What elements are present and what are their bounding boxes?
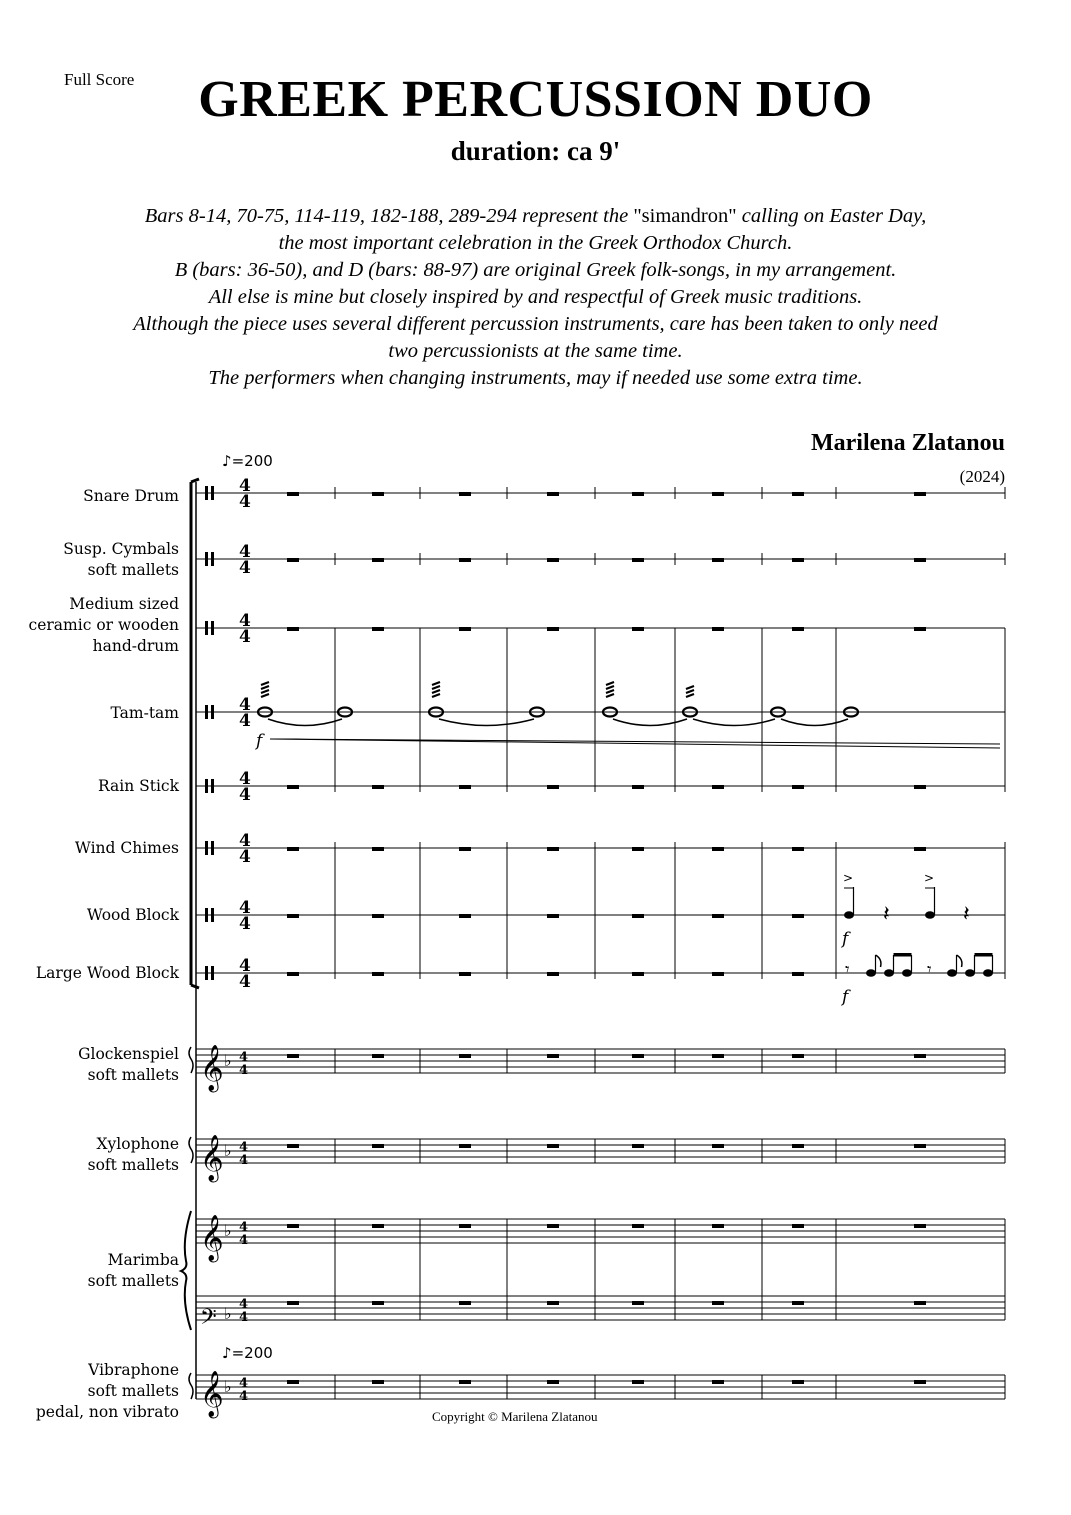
- accent-mark: >: [843, 871, 854, 885]
- tremolo-stroke: [261, 690, 269, 693]
- whole-rest: [712, 1380, 724, 1384]
- composition-year: (2024): [959, 467, 1005, 486]
- percussion-clef-icon: [205, 908, 208, 922]
- time-signature-numerator: 4: [239, 695, 251, 715]
- dynamic-forte: f: [256, 731, 263, 751]
- time-signature-denominator: 4: [239, 711, 251, 731]
- whole-rest: [372, 1224, 384, 1228]
- time-signature-numerator: 4: [239, 1297, 249, 1312]
- percussion-clef-icon: [211, 486, 214, 500]
- wood-block-quarter-note: [844, 911, 854, 919]
- time-signature-numerator: 4: [239, 1220, 249, 1235]
- tremolo-stroke: [606, 690, 614, 693]
- whole-rest: [372, 1144, 384, 1148]
- whole-rest: [792, 1224, 804, 1228]
- tie: [693, 719, 775, 726]
- whole-rest: [547, 972, 559, 976]
- whole-rest: [372, 492, 384, 496]
- whole-rest: [712, 492, 724, 496]
- tempo-marking: ♪=200: [222, 452, 273, 470]
- time-signature-denominator: 4: [239, 558, 251, 578]
- whole-rest: [632, 785, 644, 789]
- percussion-clef-icon: [205, 705, 208, 719]
- instrument-label-xylophone: Xylophone soft mallets: [87, 1135, 179, 1174]
- program-note-line: the most important celebration in the Greek Orthodox Church.: [278, 232, 793, 254]
- large-wood-block-eighth-note: [965, 969, 975, 977]
- whole-rest: [459, 847, 471, 851]
- percussion-clef-icon: [205, 841, 208, 855]
- staff-brace-icon: [189, 1047, 193, 1073]
- whole-rest: [632, 558, 644, 562]
- tie: [781, 719, 848, 726]
- whole-rest: [632, 492, 644, 496]
- whole-rest: [712, 1054, 724, 1058]
- tremolo-stroke: [261, 686, 269, 689]
- instrument-label-marimba: Marimba soft mallets: [87, 1251, 179, 1290]
- whole-rest: [914, 847, 926, 851]
- time-signature-numerator: 4: [239, 769, 251, 789]
- whole-rest: [792, 914, 804, 918]
- whole-rest: [792, 558, 804, 562]
- whole-rest: [372, 627, 384, 631]
- whole-rest: [287, 972, 299, 976]
- whole-rest: [459, 1380, 471, 1384]
- tremolo-stroke: [686, 686, 694, 689]
- whole-rest: [712, 847, 724, 851]
- time-signature-denominator: 4: [239, 972, 251, 992]
- whole-rest: [712, 627, 724, 631]
- whole-rest: [287, 1380, 299, 1384]
- whole-rest: [712, 1301, 724, 1305]
- time-signature-numerator: 4: [239, 956, 251, 976]
- time-signature-denominator: 4: [239, 492, 251, 512]
- whole-rest: [459, 1054, 471, 1058]
- tremolo-stroke: [432, 686, 440, 689]
- whole-rest: [459, 914, 471, 918]
- whole-rest: [287, 558, 299, 562]
- time-signature-numerator: 4: [239, 611, 251, 631]
- duration-subtitle: duration: ca 9': [450, 136, 621, 166]
- tie: [268, 719, 342, 726]
- program-note-line: All else is mine but closely inspired by and respectful of Greek music traditions.: [208, 286, 863, 308]
- percussion-clef-icon: [205, 621, 208, 635]
- whole-rest: [792, 1144, 804, 1148]
- instrument-label-glockenspiel: Glockenspiel soft mallets: [78, 1045, 179, 1084]
- percussion-clef-icon: [211, 908, 214, 922]
- instrument-label-vibraphone: Vibraphone soft mallets pedal, non vibrato: [35, 1361, 179, 1421]
- whole-rest: [712, 558, 724, 562]
- whole-rest: [792, 627, 804, 631]
- eighth-flag: [957, 955, 962, 967]
- whole-rest: [712, 914, 724, 918]
- tremolo-stroke: [261, 694, 269, 697]
- percussion-clef-icon: [211, 841, 214, 855]
- whole-rest: [372, 1380, 384, 1384]
- whole-rest: [632, 1380, 644, 1384]
- eighth-note-icon: ♪: [222, 452, 232, 470]
- whole-rest: [459, 1301, 471, 1305]
- whole-rest: [632, 914, 644, 918]
- whole-rest: [712, 1224, 724, 1228]
- whole-rest: [287, 492, 299, 496]
- whole-rest: [459, 558, 471, 562]
- whole-rest: [459, 1144, 471, 1148]
- flat-key-signature-icon: ♭: [224, 1377, 232, 1396]
- whole-rest: [914, 1380, 926, 1384]
- whole-rest: [792, 492, 804, 496]
- dynamic-forte: f: [842, 987, 849, 1007]
- whole-rest: [372, 1301, 384, 1305]
- whole-rest: [792, 1301, 804, 1305]
- whole-rest: [632, 847, 644, 851]
- whole-rest: [712, 1144, 724, 1148]
- instrument-label-susp-cymbals: Susp. Cymbals soft mallets: [63, 540, 179, 579]
- treble-clef-icon: 𝄞: [200, 1045, 224, 1091]
- time-signature-numerator: 4: [239, 1376, 249, 1391]
- time-signature-denominator: 4: [239, 1063, 249, 1078]
- composer-name: Marilena Zlatanou: [810, 430, 1005, 456]
- percussion-clef-icon: [211, 621, 214, 635]
- whole-rest: [459, 492, 471, 496]
- time-signature-denominator: 4: [239, 1233, 249, 1248]
- tremolo-stroke: [261, 682, 269, 685]
- time-signature-denominator: 4: [239, 785, 251, 805]
- time-signature-denominator: 4: [239, 1389, 249, 1404]
- dynamic-forte: f: [842, 929, 849, 949]
- whole-rest: [914, 558, 926, 562]
- whole-rest: [632, 627, 644, 631]
- whole-rest: [792, 1054, 804, 1058]
- whole-rest: [547, 1380, 559, 1384]
- whole-rest: [792, 1380, 804, 1384]
- time-signature-denominator: 4: [239, 1310, 249, 1325]
- accent-mark: >: [924, 871, 935, 885]
- beam: [894, 953, 912, 957]
- program-note-line: Although the piece uses several different percussion instruments, care has been taken to only need: [133, 313, 938, 335]
- whole-rest: [372, 1054, 384, 1058]
- tremolo-stroke: [432, 682, 440, 685]
- whole-rest: [547, 1144, 559, 1148]
- tremolo-stroke: [686, 690, 694, 693]
- percussion-clef-icon: [205, 486, 208, 500]
- whole-rest: [372, 847, 384, 851]
- percussion-clef-icon: [205, 552, 208, 566]
- whole-rest: [914, 1301, 926, 1305]
- whole-rest: [914, 1144, 926, 1148]
- large-wood-block-eighth-note: [983, 969, 993, 977]
- whole-rest: [547, 492, 559, 496]
- diminuendo-hairpin: [270, 739, 1000, 748]
- tie: [613, 719, 687, 726]
- flat-key-signature-icon: ♭: [224, 1141, 232, 1160]
- whole-rest: [287, 1224, 299, 1228]
- percussion-clef-icon: [211, 966, 214, 980]
- time-signature-denominator: 4: [239, 1153, 249, 1168]
- time-signature-denominator: 4: [239, 627, 251, 647]
- eighth-rest-icon: 𝄾: [845, 960, 850, 980]
- instrument-label-wind-chimes: Wind Chimes: [74, 839, 179, 857]
- whole-rest: [914, 1054, 926, 1058]
- whole-rest: [792, 972, 804, 976]
- percussion-clef-icon: [211, 779, 214, 793]
- treble-clef-icon: 𝄞: [200, 1215, 224, 1261]
- whole-rest: [914, 785, 926, 789]
- treble-clef-icon: 𝄞: [200, 1371, 224, 1417]
- program-note-line: The performers when changing instruments, may if needed use some extra time.: [208, 367, 863, 389]
- whole-rest: [372, 972, 384, 976]
- time-signature-denominator: 4: [239, 847, 251, 867]
- whole-rest: [459, 972, 471, 976]
- whole-rest: [632, 1054, 644, 1058]
- whole-rest: [547, 1301, 559, 1305]
- flat-key-signature-icon: ♭: [224, 1221, 232, 1240]
- instrument-label-hand-drum: Medium sized ceramic or wooden hand-drum: [28, 595, 179, 655]
- instrument-label-snare-drum: Snare Drum: [83, 487, 179, 505]
- whole-rest: [632, 1224, 644, 1228]
- tempo-marking-vibraphone: ♪=200: [222, 1344, 273, 1362]
- whole-rest: [914, 1224, 926, 1228]
- whole-rest: [914, 492, 926, 496]
- whole-rest: [287, 1144, 299, 1148]
- whole-rest: [547, 1054, 559, 1058]
- eighth-flag: [876, 955, 881, 967]
- staves: [181, 479, 1005, 1399]
- whole-rest: [287, 1054, 299, 1058]
- tremolo-stroke: [606, 686, 614, 689]
- tremolo-stroke: [606, 694, 614, 697]
- beam: [975, 953, 993, 957]
- percussion-clef-icon: [205, 966, 208, 980]
- whole-rest: [712, 972, 724, 976]
- tremolo-stroke: [606, 682, 614, 685]
- whole-rest: [287, 785, 299, 789]
- whole-rest: [287, 914, 299, 918]
- instrument-label-wood-block: Wood Block: [86, 906, 179, 924]
- whole-rest: [547, 627, 559, 631]
- whole-rest: [459, 627, 471, 631]
- flat-key-signature-icon: ♭: [224, 1304, 232, 1323]
- whole-rest: [547, 558, 559, 562]
- large-wood-block-eighth-note: [902, 969, 912, 977]
- whole-rest: [547, 785, 559, 789]
- whole-rest: [547, 847, 559, 851]
- time-signature-numerator: 4: [239, 1050, 249, 1065]
- time-signature-numerator: 4: [239, 542, 251, 562]
- percussion-clef-icon: [205, 779, 208, 793]
- percussion-clef-icon: [211, 705, 214, 719]
- instrument-label-large-wood-block: Large Wood Block: [35, 964, 179, 982]
- time-signature-numerator: 4: [239, 831, 251, 851]
- tie: [439, 719, 534, 726]
- whole-rest: [632, 1144, 644, 1148]
- copyright-notice: Copyright © Marilena Zlatanou: [432, 1409, 598, 1424]
- whole-rest: [547, 914, 559, 918]
- wood-block-quarter-note: [925, 911, 935, 919]
- whole-rest: [372, 914, 384, 918]
- whole-rest: [632, 1301, 644, 1305]
- tremolo-stroke: [686, 694, 694, 697]
- large-wood-block-eighth-note: [866, 969, 876, 977]
- percussion-clef-icon: [211, 552, 214, 566]
- treble-clef-icon: 𝄞: [200, 1135, 224, 1181]
- program-note-line: B (bars: 36-50), and D (bars: 88-97) are original Greek folk-songs, in my arrangement.: [174, 259, 897, 281]
- whole-rest: [287, 847, 299, 851]
- full-score-label: Full Score: [64, 70, 135, 89]
- percussion-group-bracket: [191, 479, 199, 988]
- whole-rest: [459, 785, 471, 789]
- instrument-label-tam-tam: Tam-tam: [110, 704, 179, 722]
- quarter-rest-icon: 𝄽: [963, 902, 970, 927]
- time-signature-denominator: 4: [239, 914, 251, 934]
- program-note-line: Bars 8-14, 70-75, 114-119, 182-188, 289-294 represent the "simandron" calling on Easter Day,: [144, 205, 927, 227]
- bass-clef-icon: 𝄢: [200, 1305, 217, 1335]
- staff-brace-icon: [189, 1373, 193, 1399]
- flat-key-signature-icon: ♭: [224, 1051, 232, 1070]
- score-title: GREEK PERCUSSION DUO: [198, 71, 873, 128]
- eighth-rest-icon: 𝄾: [927, 960, 932, 980]
- time-signature-numerator: 4: [239, 1140, 249, 1155]
- large-wood-block-eighth-note: [947, 969, 957, 977]
- whole-rest: [712, 785, 724, 789]
- large-wood-block-eighth-note: [884, 969, 894, 977]
- quarter-rest-icon: 𝄽: [883, 902, 890, 927]
- whole-rest: [914, 627, 926, 631]
- whole-rest: [792, 847, 804, 851]
- whole-rest: [792, 785, 804, 789]
- whole-rest: [632, 972, 644, 976]
- program-note-line: two percussionists at the same time.: [388, 340, 683, 362]
- time-signature-numerator: 4: [239, 476, 251, 496]
- whole-rest: [372, 558, 384, 562]
- instrument-label-rain-stick: Rain Stick: [97, 777, 179, 795]
- tremolo-stroke: [432, 694, 440, 697]
- whole-rest: [459, 1224, 471, 1228]
- score-marks: [200, 476, 1000, 1419]
- whole-rest: [287, 627, 299, 631]
- marimba-grand-staff-brace: [181, 1211, 191, 1330]
- eighth-note-icon: ♪: [222, 1344, 232, 1362]
- whole-rest: [287, 1301, 299, 1305]
- whole-rest: [372, 785, 384, 789]
- whole-rest: [547, 1224, 559, 1228]
- staff-brace-icon: [189, 1137, 193, 1163]
- time-signature-numerator: 4: [239, 898, 251, 918]
- tremolo-stroke: [432, 690, 440, 693]
